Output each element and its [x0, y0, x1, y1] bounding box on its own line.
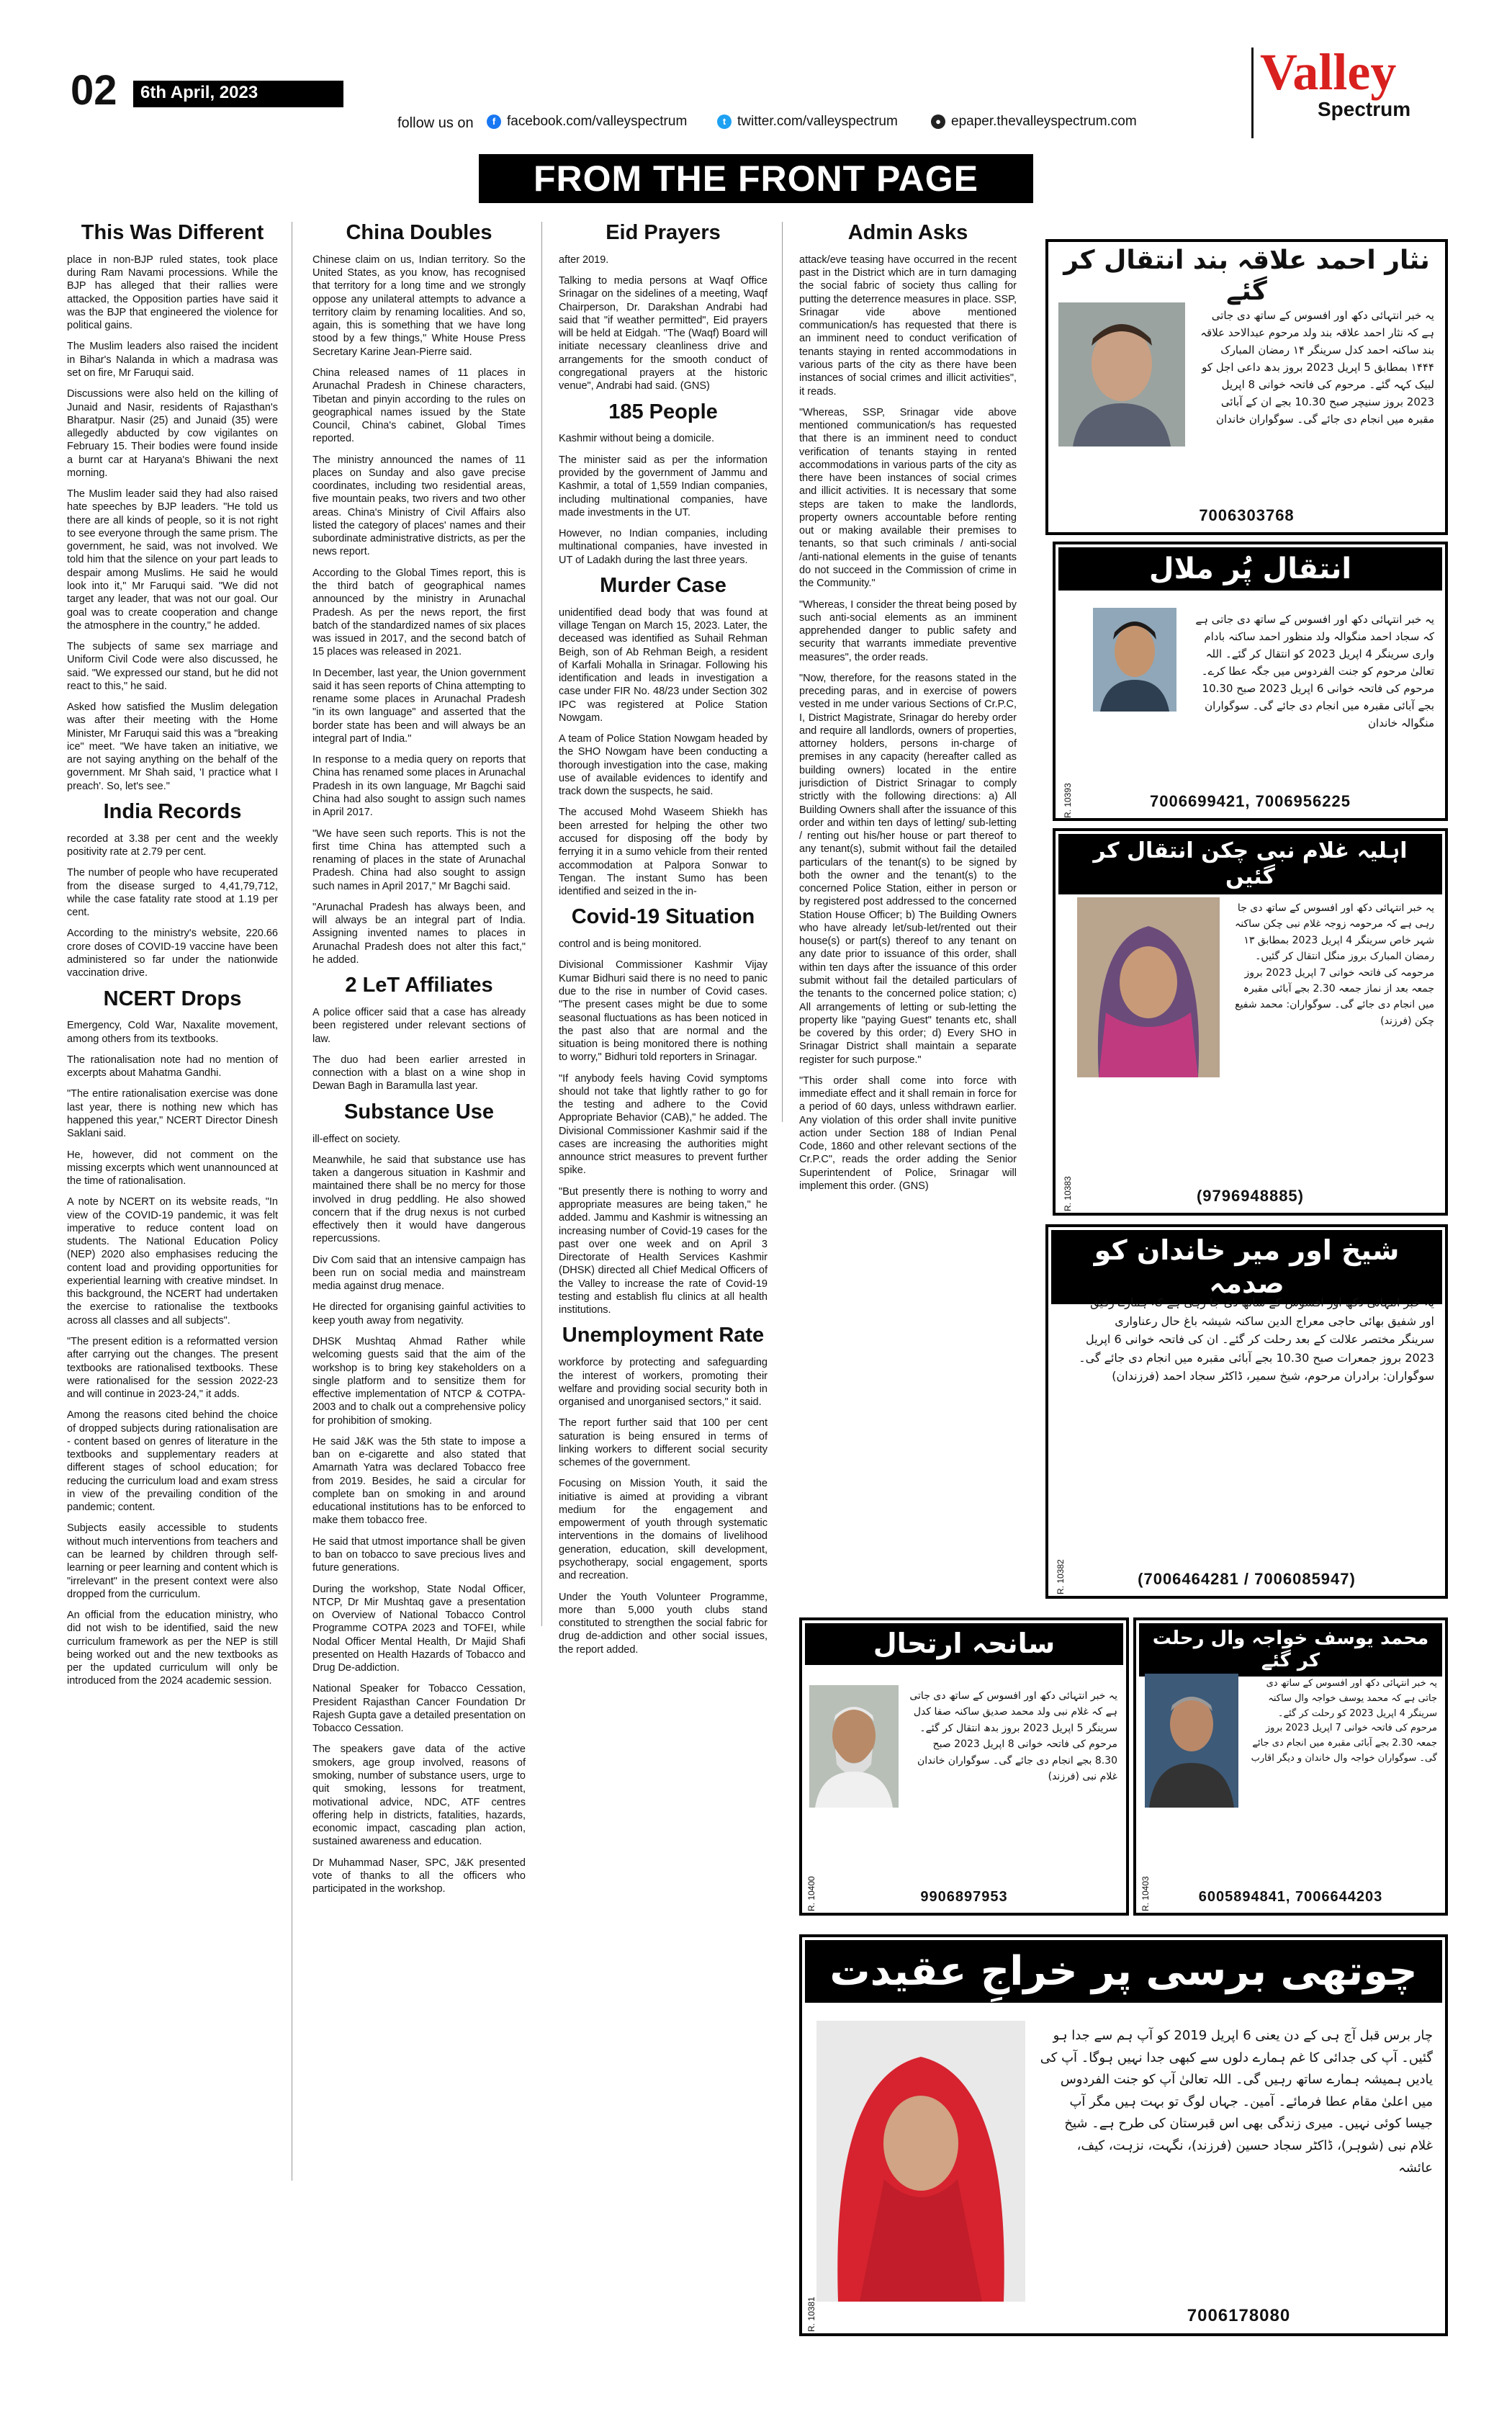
portrait-photo [1145, 1674, 1238, 1808]
paragraph: Div Com said that an intensive campaign has been run on social media and mainstream media against drug menace. [312, 1254, 526, 1293]
follow-us-label: follow us on [397, 115, 474, 131]
paragraph: He said J&K was the 5th state to impose a ban on e-cigarette and also stated that Amarnath Yatra was declared Tobacco free from 2019. Besides, he said a circular for complete ban on smoking in and around educational institutions has to be enforced to make them tobacco free. [312, 1435, 526, 1527]
paragraph: "The entire rationalisation exercise was done last year, there is nothing new which has happened this year," NCERT Director Dinesh Saklani said. [67, 1088, 278, 1140]
headline-china-doubles: China Doubles [346, 222, 492, 244]
paragraph: The speakers gave data of the active smokers, age group involved, reasons of smoking, number of substance users, urge to quit smoking, lessons for treatment, motivational advice, NDC, ATF centres offering help in districts, fatalities, hazards, economic impact, cascading plan action, sustained awareness and education. [312, 1743, 526, 1848]
paragraph: An official from the education ministry, who did not wish to be identified, said the new curriculum framework as per the NEP is still being worked out and the new textbooks as per the updated curriculum will only be introduced from the 2024 academic session. [67, 1610, 278, 1687]
ad-body: یہ خبر انتہائی دکھ اور افسوس کے ساتھ دی جا رہی ہے کہ مرحومہ زوجہ غلام نبی چکن ساکنہ شہر خاص سرینگر 4 اپریل 2023 بمطابق ۱۳ رمضان المبارک بروز منگل انتقال کر گئیں۔ مرحومہ کی فاتحہ خوانی 7 اپریل 2023 بروز جمعہ بعد از نماز جمعہ 2.30 بجے آبائی مقبرہ میں انجام دی جائے گی۔ سوگواران: محمد شفیع چکن (فرزند) [1235, 902, 1434, 1027]
paragraph: During the workshop, State Nodal Officer, NTCP, Dr Mir Mushtaq gave a presentation on Overview of National Tobacco Control Programme COTPA 2023 and TOFEI, while Nodal Officer Mental Health, Dr Majid Shafi presented on Health Hazards of Tobacco and Drug De-addiction. [312, 1583, 526, 1674]
ad-title: سانحہ ارتحال [805, 1623, 1123, 1665]
ad-phone: 7006699421, 7006956225 [1150, 792, 1351, 810]
headline-eid-prayers: Eid Prayers [606, 222, 721, 244]
twitter-icon: t [717, 115, 732, 129]
paragraph: unidentified dead body that was found at village Tengan on March 15, 2023. Later, the deceased was identified as Suhail Rehman Beigh, son of Ab Rehman Beigh, a resident of Karfali Mohalla in Srinagar. Following his identification and leads in investigation a case under FIR No. 48/23 under Section 302 IPC was registered at Police Station Nowgam. [559, 606, 768, 724]
paragraph: Subjects easily accessible to students without much interventions from teachers and can be learned by children through self-learning or peer learning and content which is "irrelevant" in the present context were also dropped from the curriculum. [67, 1522, 278, 1600]
paragraph: DHSK Mushtaq Ahmad Rather while welcoming guests said that the aim of the workshop is to bring key stakeholders on a single platform and to sensitize them for effective implementation of NTCP & COTPA-2003 and to chalk out a comprehensive policy for prohibition of smoking. [312, 1336, 526, 1427]
portrait-photo [1093, 608, 1176, 712]
logo-divider [1251, 48, 1254, 138]
ad-body: یہ خبر انتہائی دکھ اور افسوس کے ساتھ دی جا رہی ہے کہ ہمارے رفیق اور شفیق بھائی حاجی معراج الدین ساکنہ شیشہ باغ حال رعناواری سرینگر مختصر علالت کے بعد رحلت کر گئے۔ ان کی فاتحہ خوانی 6 اپریل 2023 بروز جمعرات صبح 10.30 بجے آبائی مقبرہ میں انجام دی جائے گی۔ سوگواران: برادران مرحوم، شیخ سمیر، ڈاکٹر سجاد احمد (فرزندان) [1079, 1296, 1434, 1383]
paragraph: "We have seen such reports. This is not the first time China has attempted such a renaming of places in the state of Arunachal Pradesh. China had also sought to assign such names in April 2017," Mr Bagchi said. [312, 827, 526, 892]
paragraph: National Speaker for Tobacco Cessation, President Rajasthan Cancer Foundation Dr Rajesh Gupta gave a detailed presentation on Tobacco Cessation. [312, 1683, 526, 1735]
ad-reg-number: R. 10382 [1056, 1559, 1066, 1594]
paragraph: "This order shall come into force with immediate effect and it shall remain in force for a period of 60 days, unless withdrawn earlier. Any violation of this order shall invite punitive action under Section 188 of Indian Penal Code, 1860 and other relevant sections of the Cr.P.C", reads the order adding the Senior Superintendent of Police, Srinagar will implement this order. (GNS) [799, 1074, 1017, 1192]
logo-main: Valley [1260, 43, 1397, 101]
ad-body: یہ خبر انتہائی دکھ اور افسوس کے ساتھ دی جاتی ہے کہ محمد یوسف خواجہ وال ساکنہ سرینگر 4 اپریل 2023 کو رحلت کر گئے۔ مرحوم کی فاتحہ خوانی 7 اپریل 2023 بروز جمعہ 2.30 بجے آبائی مقبرہ میں انجام دی جائے گی۔ سوگواران خواجہ وال خاندان و دیگر اقارب [1251, 1678, 1437, 1764]
facebook-link[interactable] [487, 114, 687, 130]
page-number: 02 [71, 67, 117, 114]
ad-title: محمد یوسف خواجہ وال رحلت کر گئے [1139, 1623, 1442, 1677]
twitter-url: twitter.com/valleyspectrum [737, 114, 898, 129]
paragraph: A note by NCERT on its website reads, "In view of the COVID-19 pandemic, it was felt imperative to reduce content load on students. The National Education Policy (NEP) 2020 also emphasises reducing the content load and providing opportunities for experiential learning with creative mindset. In this background, the NCERT had undertaken the exercise to rationalise the textbooks across all classes and all subjects". [67, 1196, 278, 1327]
obituary-ad-6 [1133, 1617, 1448, 1916]
paragraph: Kashmir without being a domicile. [559, 433, 714, 445]
column-3 [559, 222, 768, 2181]
ad-phone: (9796948885) [1196, 1187, 1304, 1205]
portrait-photo [816, 2021, 1025, 2302]
ad-phone: 7006178080 [1187, 2306, 1291, 2325]
paragraph: place in non-BJP ruled states, took place during Ram Navami processions. While the BJP has alleged that their rallies were attacked, the Opposition parties have said it was the BJP that engineered the violence for political gains. [67, 253, 278, 332]
paragraph: The minister said as per the information provided by the government of Jammu and Kashmir, a total of 1,559 Indian companies, including multinational companies, have made investments in the UT. [559, 454, 768, 519]
paragraph: According to the ministry's website, 220.66 crore doses of COVID-19 vaccine have been administered so far under the nationwide vaccination drive. [67, 928, 278, 979]
paragraph: "Whereas, SSP, Srinagar vide above mentioned communication/s has requested that there is an imminent need to conduct verification of tenants staying in rented accommodations in various parts of the city as there have been instances of social crimes and illicit activities. It is necessary that some steps are taken to make the landlords, property owners accountable before renting out or making available their premises to tenants, so that such criminals / anti-social /anti-national elements in the guise of tenants do not succeed in the Commission of crime in the Community." [799, 406, 1017, 590]
obituary-ad-2 [1053, 542, 1448, 821]
ad-reg-number: R. 10381 [806, 2297, 816, 2332]
paragraph: A police officer said that a case has already been registered under relevant sections of law. [312, 1007, 526, 1045]
ad-phone: 9906897953 [920, 1889, 1008, 1905]
globe-icon: ● [931, 115, 945, 129]
epaper-url: epaper.thevalleyspectrum.com [951, 114, 1137, 129]
paragraph: Chinese claim on us, Indian territory. So the United States, as you know, has recognised that territory for a long time and we strongly oppose any unilateral attempts to advance a territory claim by renaming localities. And so, again, this is something that we have long stood by a few things," White House Press Secretary Karine Jean-Pierre said. [312, 253, 526, 358]
ad-reg-number: R. 10403 [1140, 1876, 1151, 1911]
headline-covid-situation: Covid-19 Situation [571, 905, 755, 929]
issue-date: 6th April, 2023 [133, 81, 343, 105]
headline-india-records: India Records [103, 799, 242, 823]
ad-body: یہ خبر انتہائی دکھ اور افسوس کے ساتھ دی جاتی ہے کہ غلام نبی ولد محمد صدیق ساکنہ صفا کدل سرینگر 5 اپریل 2023 بروز بدھ انتقال کر گئے۔ مرحوم کی فاتحہ خوانی 8 اپریل 2023 صبح 8.30 بجے انجام دی جائے گی۔ سوگواران خاندان غلام نبی (فرزند) [909, 1690, 1117, 1782]
paragraph: Under the Youth Volunteer Programme, more than 5,000 youth clubs stand constituted to strengthen the social fabric for drug de-addiction and other social issues, the report added. [559, 1591, 768, 1656]
headline-185-people: 185 People [608, 400, 718, 423]
paragraph: The ministry announced the names of 11 places on Sunday and also gave precise coordinates, including two residential areas, five mountain peaks, two rivers and two other areas. China's Ministry of Civil Affairs also listed the category of places' names and their subordinate administrative districts, as per the news report. [312, 454, 526, 558]
paragraph: He directed for organising gainful activities to keep youth away from negativity. [312, 1301, 526, 1327]
paragraph: The accused Mohd Waseem Shiekh has been arrested for helping the other two accused for disposing off the body by ferrying it in a sumo vehicle from their rented accommodation at Palpora Sonwar to Tengan. The instant Sumo has been identified and seized in the in- [559, 807, 768, 898]
ad-title: چوتھی برسی پر خراجِ عقیدت [805, 1940, 1442, 2003]
column-1 [67, 222, 278, 2181]
column-2 [312, 222, 526, 2181]
ad-phone: (7006464281 / 7006085947) [1138, 1570, 1356, 1588]
column-4 [799, 222, 1017, 1612]
logo [1260, 43, 1397, 101]
paragraph: A team of Police Station Nowgam headed by the SHO Nowgam have been conducting a thorough investigation into the case, making use of available evidences to identify and track down the suspects, he said. [559, 733, 768, 798]
obituary-ad-5 [799, 1617, 1129, 1916]
paragraph: ill-effect on society. [312, 1133, 400, 1145]
paragraph: According to the Global Times report, this is the third batch of geographical names announced by the ministry in Arunachal Pradesh. As per the news report, the first batch of the standardized names of six places was issued in 2017, and the second batch of 15 places was released in 2021. [312, 567, 526, 658]
obituary-ad-3 [1053, 828, 1448, 1216]
ad-body: یہ خبر انتہائی دکھ اور افسوس کے ساتھ دی جاتی ہے کہ نثار احمد علاقہ بند ولد مرحوم عبدالاحد علاقہ بند ساکنہ احمد کدل سرینگر ۱۴ رمضان المبارک ۱۴۴۴ بمطابق 5 اپریل 2023 بروز بدھ داعی اجل کو لبیک کہہ گئے۔ مرحوم کی فاتحہ خوانی 8 اپریل 2023 بروز سنیچر صبح 10.30 بجے ان کے آبائی مقبرہ میں انجام دی جائے گی۔ سوگواران خاندان [1200, 309, 1434, 426]
paragraph: Focusing on Mission Youth, it said the initiative is aimed at providing a vibrant medium for the engagement and empowerment of youth through systematic interventions in the domains of livelihood generation, education, skill development, psychotherapy, social engagement, sports and recreation. [559, 1478, 768, 1582]
paragraph: The subjects of same sex marriage and Uniform Civil Code were also discussed, he said. "We expressed our stand, but he did not react to this," he said. [67, 641, 278, 692]
logo-sub: Spectrum [1318, 98, 1411, 120]
paragraph: Talking to media persons at Waqf Office Srinagar on the sidelines of a meeting, Waqf Chairperson, Dr. Darakshan Andrabi had said that "if weather permitted", Eid prayers will be held at Eidgah. "The (Waqf) Board will initiate necessary cleanliness drive and arrangements for the smooth conduct of congregational prayers at the historic venue", Andrabi had said. (GNS) [559, 275, 768, 392]
paragraph: The Muslim leader said they had also raised hate speeches by BJP leaders. "He told us there are all kinds of people, so it is not right to see everyone through the same prism. The government, he said, was not involved. We told him that the silence on your part leads to despair among Muslims. He said he would look into it," Mr Faruqui said. "We did not target any leader, that was not our goal. Our goal was to create cooperation and change the atmosphere in the country," he added. [67, 488, 278, 632]
headline-this-was-different: This Was Different [81, 222, 264, 244]
paragraph: "Whereas, I consider the threat being posed by such anti-social elements as an imminent apprehended danger to public safety and security that warrants immediate preventive measures", the order reads. [799, 598, 1017, 663]
portrait-photo [809, 1685, 899, 1808]
epaper-link[interactable] [931, 114, 1137, 130]
paragraph: "Arunachal Pradesh has always been, and will always be an integral part of India. Assigning invented names to places in Arunachal Pradesh does not alter this fact," he added. [312, 901, 526, 966]
paragraph: He said that utmost importance shall be given to ban on tobacco to save precious lives and future generations. [312, 1535, 526, 1574]
ad-reg-number: R. 10400 [806, 1876, 816, 1911]
paragraph: "But presently there is nothing to worry and appropriate measures are being taken," he added. Jammu and Kashmir is witnessing an increasing number of Covid-19 cases for the past over one week and on April 3 Directorate of Health Services Kashmir (DHSK) directed all Chief Medical Officers of the Valley to increase the rate of Covid-19 testing and establish flu clinics at all health institutions. [559, 1185, 768, 1316]
paragraph: The number of people who have recuperated from the disease surged to 4,41,79,712, while the case fatality rate stood at 1.19 per cent. [67, 867, 278, 919]
column-rule [782, 222, 783, 1122]
portrait-photo [1058, 302, 1185, 446]
paragraph: Among the reasons cited behind the choice of dropped subjects during rationalisation are - content based on genres of literature in the textbooks and supplementary readers at different stages of school education; for reducing the curriculum load and exam stress in view of the prevailing condition of the pandemic; content. [67, 1409, 278, 1514]
paragraph: Meanwhile, he said that substance use has taken a dangerous situation in Kashmir and maintained there shall be no mercy for those involved in drug peddling. He also showed concern that if the drug nexus is not curbed effectively then it would have dangerous repercussions. [312, 1154, 526, 1245]
paragraph: He, however, did not comment on the missing excerpts which went unannounced at the time of rationalisation. [67, 1149, 278, 1188]
paragraph: The Muslim leaders also raised the incident in Bihar's Nalanda in which a madrasa was set on fire, Mr Faruqui said. [67, 341, 278, 380]
paragraph: after 2019. [559, 253, 609, 266]
column-rule [541, 222, 542, 1626]
ad-title: شیخ اور میر خاندان کو صدمہ [1051, 1230, 1442, 1304]
facebook-icon: f [487, 115, 501, 129]
paragraph: control and is being monitored. [559, 938, 702, 951]
paragraph: In December, last year, the Union government said it has seen reports of China attempting to rename some places in Arunachal Pradesh "in its own language" and asserted that the border state has been and will always be an integral part of India." [312, 667, 526, 745]
portrait-photo [1077, 897, 1220, 1077]
ad-reg-number: R. 10393 [1063, 783, 1073, 818]
paragraph: However, no Indian companies, including multinational companies, have invested in UT of Ladakh during the last three years. [559, 528, 768, 566]
paragraph: Emergency, Cold War, Naxalite movement, among others from its textbooks. [67, 1020, 278, 1045]
headline-murder-case: Murder Case [600, 573, 726, 597]
paragraph: "If anybody feels having Covid symptoms should not take that lightly rather to go for the testing and adhere to the Covid Appropriate Behavior (CAB)," he added. The Divisional Commissioner Kashmir said if the cases are increasing the authorities might announce strict measures to prevent further spike. [559, 1072, 768, 1177]
paragraph: The rationalisation note had no mention of excerpts about Mahatma Gandhi. [67, 1054, 278, 1080]
headline-ncert-drops: NCERT Drops [103, 987, 242, 1010]
headline-let-affiliates: 2 LeT Affiliates [345, 974, 493, 997]
paragraph: recorded at 3.38 per cent and the weekly positivity rate at 2.79 per cent. [67, 832, 278, 858]
paragraph: "Now, therefore, for the reasons stated in the preceding paras, and in exercise of powers vested in me under various Sections of Cr.P.C, I, District Magistrate, Srinagar do hereby order and require all landlords, owners of properties, attorney holders, persons in-charge of premises in any capacity (hereafter called as building owners) located in the entire jurisdiction of District Srinagar to comply strictly with the following directions: a) All Building Owners shall after the issuance of this order and within ten days of letting/ sub-letting / renting out his/her house or part thereof to any tenant(s), submit without fail the detailed particulars of the tenant(s) to be signed by both the owner and the tenant(s) to the concerned Police Station, either in person or by registered post addressed to the concerned Station House Officer; b) The Building Owners who have already let/sub-let/rented out their house(s) or part(s) thereof to any tenant on any date prior to issuance of this order, shall within ten days after the issuance of this order submit without fail the detailed particulars of the tenants to the concerned police station; c) All arrangements of letting or sub-letting the property like "paying Guest" tenants etc, shall be covered by this order; d) Every SHO in Srinagar District shall maintain a separate register for such purpose." [799, 672, 1017, 1066]
ad-title: اہلیہ غلام نبی چکن انتقال کر گئیں [1058, 834, 1442, 894]
masthead-rule [133, 105, 343, 107]
paragraph: Discussions were also held on the killing of Junaid and Nasir, residents of Rajasthan's Bharatpur. Nasir (25) and Junaid (35) were allegedly abducted by cow vigilantes on February 15. Their bodies were found inside a burnt car at Haryana's Bhiwani the next morning. [67, 388, 278, 479]
ad-title: نثار احمد علاقہ بند انتقال کر گئے [1063, 246, 1430, 307]
facebook-url: facebook.com/valleyspectrum [507, 114, 688, 129]
paragraph: attack/eve teasing have occurred in the recent past in the District which are in turn damaging the social fabric of society thus calling for putting the deterrence measures in place. SSP, Srinagar vide above mentioned communication/s has requested that there is an imminent need to conduct verification of tenants staying in rented accommodations in various parts of the city as there have been instances of social crimes and illicit activities", it reads. [799, 253, 1017, 398]
paragraph: The duo had been earlier arrested in connection with a blast on a wine shop in Dewan Bagh in Baramulla last year. [312, 1054, 526, 1092]
paragraph: The report further said that 100 per cent saturation is being ensured in terms of linking workers to different social security schemes of the government. [559, 1417, 768, 1469]
ad-phone: 6005894841, 7006644203 [1198, 1889, 1383, 1905]
obituary-ad-1 [1045, 239, 1448, 535]
paragraph: "The present edition is a reformatted version after carrying out the changes. The present textbooks are rationalised textbooks. These were rationalised for the session 2022-23 and will continue in 2023-24," it adds. [67, 1336, 278, 1401]
ad-reg-number: R. 10383 [1063, 1176, 1073, 1211]
paragraph: In response to a media query on reports that China has renamed some places in Arunachal Pradesh in its own language, Mr Bagchi said China had also sought to assign such names in April 2017. [312, 754, 526, 819]
ad-title: انتقال پُر ملال [1058, 547, 1442, 591]
section-banner: FROM THE FRONT PAGE [479, 154, 1033, 203]
headline-admin-asks: Admin Asks [847, 222, 968, 244]
ad-body: چار برس قبل آج ہی کے دن یعنی 6 اپریل 2019 کو آپ ہم سے جدا ہو گئیں۔ آپ کی جدائی کا غم ہمارے دلوں سے کبھی جدا نہیں ہوگا۔ آپ کی یادیں ہمیشہ ہمارے ساتھ رہیں گی۔ اللہ تعالیٰ آپ کو جنت الفردوس میں اعلیٰ مقام عطا فرمائے۔ آمین۔ جہاں لوگ تو بہت ہیں مگر آپ جیسا کوئی نہیں۔ میری زندگی بھی اس قبرستان کی طرح ہے۔ شیخ غلام نبی (شوہر)، ڈاکٹر سجاد حسین (فرزند)، نگہت، نزہت، کیف، عائشہ [1040, 2028, 1433, 2176]
paragraph: China released names of 11 places in Arunachal Pradesh in Chinese characters, Tibetan and pinyin according to the rules on geographical names issued by the State Council, China's cabinet, Global Times reported. [312, 367, 526, 445]
paragraph: Dr Muhammad Naser, SPC, J&K presented vote of thanks to all the officers who participated in the workshop. [312, 1857, 526, 1895]
anniversary-ad [799, 1934, 1448, 2336]
ad-phone: 7006303768 [1199, 506, 1295, 524]
ad-body: یہ خبر انتہائی دکھ اور افسوس کے ساتھ دی جاتی ہے کہ سجاد احمد منگوالہ ولد منظور احمد ساکنہ بادام واری سرینگر 4 اپریل 2023 کو انتقال کر گئے۔ اللہ تعالیٰ مرحوم کو جنت الفردوس میں جگہ عطا کرے۔ مرحوم کی فاتحہ خوانی 6 اپریل 2023 صبح 10.30 بجے آبائی مقبرہ میں انجام دی جائے گی۔ سوگواران منگوالہ خاندان [1195, 613, 1434, 730]
obituary-ad-4 [1045, 1224, 1448, 1599]
headline-substance-use: Substance Use [344, 1100, 494, 1123]
paragraph: Asked how satisfied the Muslim delegation was after their meeting with the Home Minister, Mr Faruqui said this was a "breaking ice" meet. "We have taken an initiative, we are not saying anything on the behalf of the government. Mr Shah said, 'I practice what I preach'. So, let's see." [67, 701, 278, 792]
paragraph: Divisional Commissioner Kashmir Vijay Kumar Bidhuri said there is no need to panic due to the rise in number of Covid cases. "The present cases might be due to some seasonal fluctuations as has been noticed in the past also that are normal and the situation is being monitored there is nothing to worry," Bidhuri told reporters in Srinagar. [559, 959, 768, 1064]
twitter-link[interactable] [717, 114, 898, 130]
paragraph: workforce by protecting and safeguarding the interest of workers, promoting their welfare and providing social security both in organised and unorganised sectors," it said. [559, 1357, 768, 1409]
headline-unemployment-rate: Unemployment Rate [562, 1324, 765, 1347]
